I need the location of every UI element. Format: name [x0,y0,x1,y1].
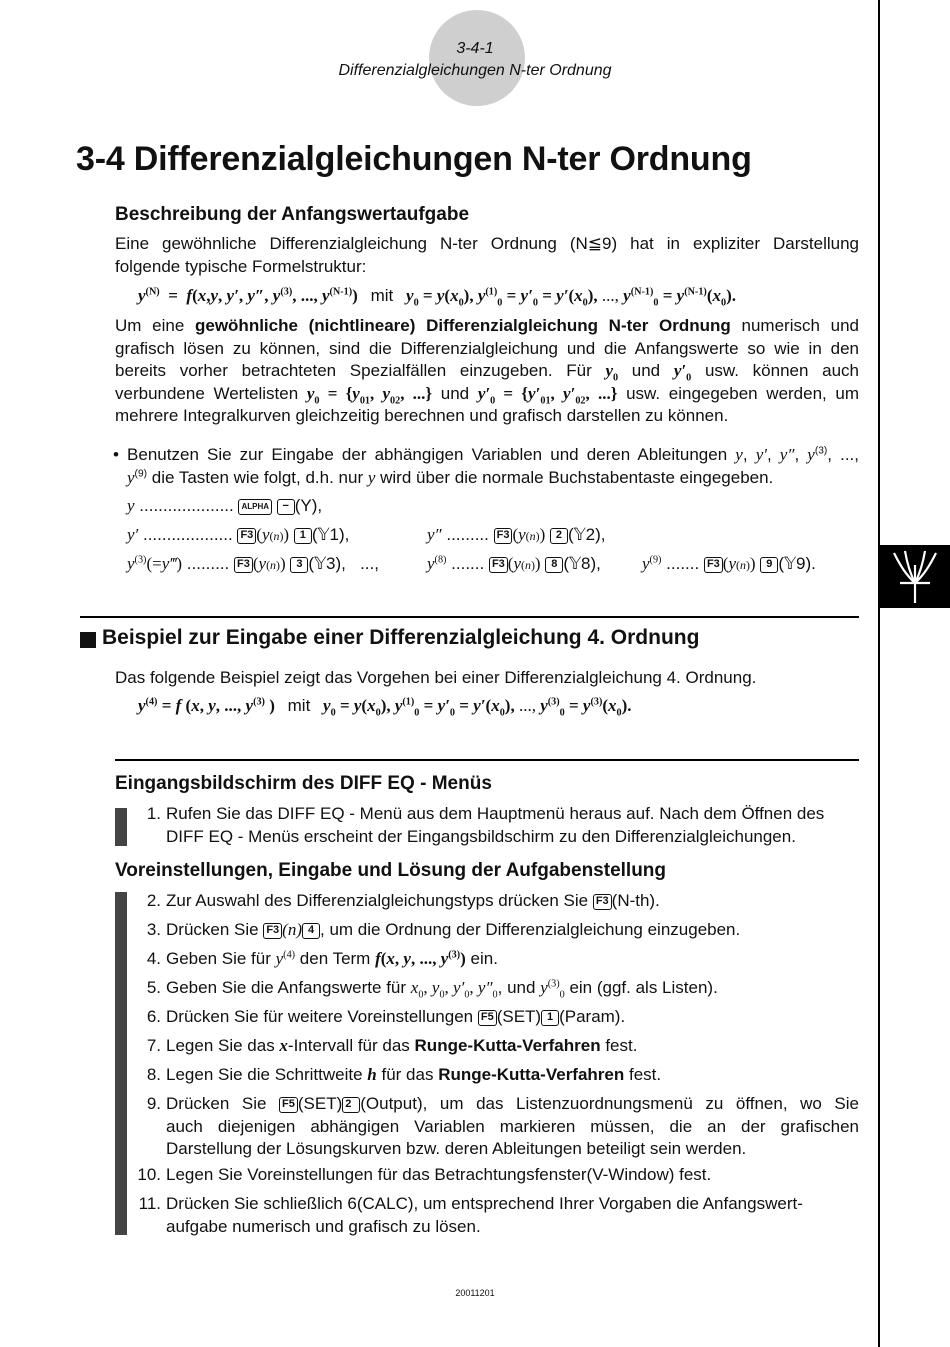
key-1: 1 [541,1010,559,1026]
header-circle [429,10,525,106]
differential-curve-icon [880,545,950,608]
f3-key: F3 [704,557,723,573]
section-heading-settings: Voreinstellungen, Eingabe und Lösung der Aufgabenstellung [115,860,667,881]
key-4: 4 [302,923,320,939]
f3-key: F3 [489,557,508,573]
key-sequence-y9: $y^{(9)}$ ....... F3 (y(n)) 9 (𝕐9). [642,554,816,573]
mit-label: mit [370,286,394,305]
key-2: 2 [550,528,568,544]
key-sequence-y1: y′ ................... F3 (y(n)) 1 (𝕐1), [127,525,350,544]
section-divider [80,616,859,618]
key-sequence-y2: y″ ......... F3 (y(n)) 2 (𝕐2), [427,525,606,544]
f3-key: F3 [494,528,513,544]
key-3: 3 [290,557,308,573]
page-number: 3-4-1 [456,40,494,57]
section-square-marker [80,632,96,648]
general-ode-formula: $y^{(N)} = f(x,y$, y′, y″, $y^{(3)}$, ..., $y^{(N-1)}$) mit $y_0 = y(x_0)$, $y^{(1)}_0 = y'_0 = y'(x_0)$, ..., $y^{(N-1)}_0 = y^{(N-1)}(x_0)$. [138,286,737,309]
key-sequence-y: y .................... ALPHA − (Y), [127,496,323,515]
step-marker-bar [115,808,127,846]
step-1: 1. Rufen Sie das DIFF EQ - Menü aus dem Hauptmenü heraus auf. Nach dem Öffnen des DIFF EQ - Menüs erscheint der Eingangsbildschirm zu den Differenzialgleichungen. [146,804,825,846]
f5-key: F5 [478,1010,497,1026]
bullet-paragraph: • Benutzen Sie zur Eingabe der abhängigen Variablen und deren Ableitungen y, y′, y″, $y^{(3)}$, ..., $y^{(9)}$ die Tasten wie folgt, d.h. nur y wird über die normale Buchstabentaste eingegeben. [113,445,860,487]
key-9: 9 [760,557,778,573]
example-ode-formula: $y^{(4)} = f$ (x, y, ..., $y^{(3)}$ ) mit $y_0 = y(x_0)$, $y^{(1)}_0 = y'_0 = y'(x_0)$, ..., $y^{(3)}_0 = y^{(3)}(x_0)$. [138,696,632,719]
intro-paragraph: Eine gewöhnliche Differenzialgleichung N-ter Ordnung (N≦9) hat in expliziter Darstellung folgende typische Formelstruktur: [115,234,859,276]
example-title: Beispiel zur Eingabe einer Differenzialgleichung 4. Ordnung [102,626,700,649]
f3-key: F3 [263,923,282,939]
solution-paragraph: Um eine gewöhnliche (nichtlineare) Differenzialgleichung N-ter Ordnung numerisch und grafisch lösen zu können, sind die Differenzialgleichung und die Anfangswerte so wie in den bereits vorher betrachteten Spezialfällen einzugeben. Für $y_0$ und $y'_0$ usw. können auch verbundene Wertelisten $y_0 = \{y_{01}$, $y_{02}$, ...} und $y'_0 = \{y'_{01}$, $y'_{02}$, ...} usw. eingegeben werden, um mehrere Integralkurven gleichzeitig berechnen und grafisch darstellen zu können. [115,316,860,425]
alpha-key: ALPHA [238,499,272,515]
f3-key: F3 [234,557,253,573]
chapter-tab [880,545,950,608]
mit-label: mit [287,696,311,715]
section-heading-initial-value-problem: Beschreibung der Anfangswertaufgabe [115,204,470,225]
key-1: 1 [294,528,312,544]
key-8: 8 [545,557,563,573]
running-title: Differenzialgleichungen N-ter Ordnung [338,62,612,79]
f5-key: F5 [279,1097,298,1113]
example-intro: Das folgende Beispiel zeigt das Vorgehen bei einer Differenzialgleichung 4. Ordnung. [115,668,757,687]
footer-code: 20011201 [455,1288,495,1298]
step-marker-bar [115,892,127,1235]
chapter-title: 3-4 Differenzialgleichungen N-ter Ordnung [76,140,752,178]
f3-key: F3 [593,894,612,910]
key-sequence-y8: $y^{(8)}$ ....... F3 (y(n)) 8 (𝕐8), [427,554,601,573]
right-margin-rule [878,0,880,1347]
key-sequence-y3: $y^{(3)}(=y‴)$ ......... F3 (y(n)) 3 (𝕐3), ..., [127,554,379,573]
section-heading-diff-eq-menu: Eingangsbildschirm des DIFF EQ - Menüs [115,773,492,794]
minus-key: − [277,499,295,515]
key-2: 2 [342,1097,360,1113]
f3-key: F3 [237,528,256,544]
section-divider [115,759,859,761]
